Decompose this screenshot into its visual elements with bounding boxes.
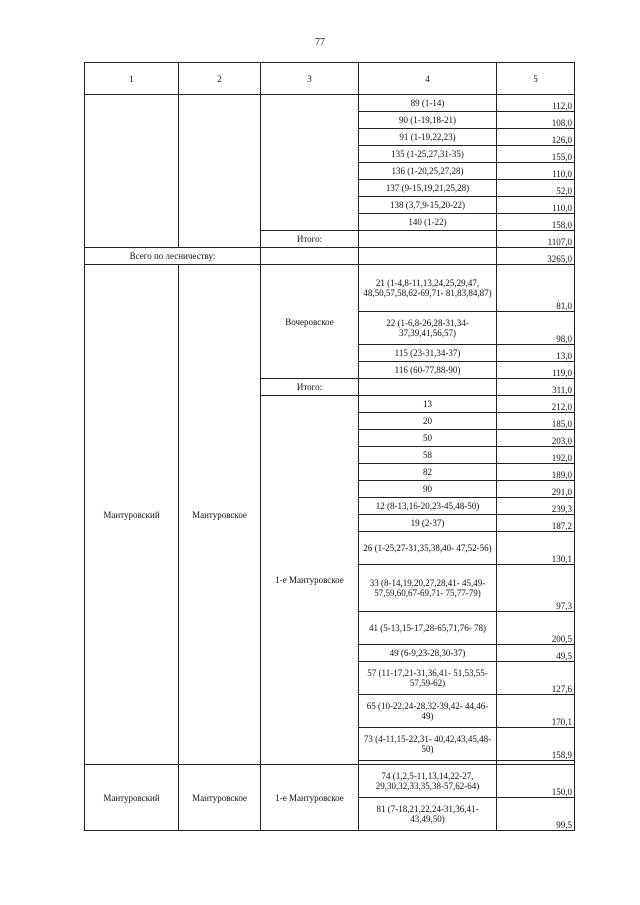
area-cell: 150,0 — [497, 765, 575, 798]
kvartal-cell: 90 (1-19,18-21) — [359, 112, 497, 129]
area-cell: 49,5 — [497, 645, 575, 662]
empty-cell — [359, 231, 497, 248]
area-cell: 126,0 — [497, 129, 575, 146]
area-cell: 99,5 — [497, 798, 575, 831]
kvartal-cell: 50 — [359, 430, 497, 447]
area-cell: 200,5 — [497, 612, 575, 645]
itogo-value: 1107,0 — [497, 231, 575, 248]
kvartal-cell: 137 (9-15,19,21,25,28) — [359, 180, 497, 197]
area-cell: 127,6 — [497, 662, 575, 695]
area-cell: 212,0 — [497, 396, 575, 413]
area-cell: 119,0 — [497, 362, 575, 379]
empty-cell — [261, 95, 359, 231]
kvartal-cell: 65 (10-22,24-28,32-39,42- 44,46-49) — [359, 695, 497, 728]
area-cell: 170,1 — [497, 695, 575, 728]
area-cell: 112,0 — [497, 95, 575, 112]
kvartal-cell: 49 (6-9,23-28,30-37) — [359, 645, 497, 662]
area-cell: 110,0 — [497, 197, 575, 214]
header-cell: 5 — [497, 63, 575, 95]
area-cell: 291,0 — [497, 481, 575, 498]
district-cell: Мантуровский — [85, 265, 179, 765]
subforestry-cell: Вочеровское — [261, 265, 359, 379]
total-value: 3265,0 — [497, 248, 575, 265]
empty-cell — [85, 95, 179, 248]
kvartal-cell: 21 (1-4,8-11,13,24,25,29,47, 48,50,57,58,62-69,71- 81,83,84,87) — [359, 265, 497, 312]
header-cell: 1 — [85, 63, 179, 95]
area-cell: 239,3 — [497, 498, 575, 515]
kvartal-cell: 13 — [359, 396, 497, 413]
empty-cell — [261, 248, 359, 265]
itogo-label: Итого: — [261, 231, 359, 248]
kvartal-cell: 19 (2-37) — [359, 515, 497, 532]
table-row — [85, 265, 575, 312]
kvartal-cell: 81 (7-18,21,22,24-31,36,41- 43,49,50) — [359, 798, 497, 831]
area-cell: 130,1 — [497, 532, 575, 565]
area-cell: 81,0 — [497, 265, 575, 312]
kvartal-cell: 26 (1-25,27-31,35,38,40- 47,52-56) — [359, 532, 497, 565]
kvartal-cell: 12 (8-13,16-20,23-45,48-50) — [359, 498, 497, 515]
kvartal-cell: 58 — [359, 447, 497, 464]
kvartal-cell: 136 (1-20,25,27,28) — [359, 163, 497, 180]
kvartal-cell: 41 (5-13,15-17,28-65,71,76- 78) — [359, 612, 497, 645]
area-cell: 98,0 — [497, 312, 575, 345]
kvartal-cell: 22 (1-6,8-26,28-31,34- 37,39,41,56,57) — [359, 312, 497, 345]
kvartal-cell: 82 — [359, 464, 497, 481]
area-cell: 155,0 — [497, 146, 575, 163]
area-cell: 97,3 — [497, 565, 575, 612]
area-cell: 108,0 — [497, 112, 575, 129]
forestry-cell: Мантуровское — [179, 265, 261, 765]
empty-cell — [359, 379, 497, 396]
header-cell: 3 — [261, 63, 359, 95]
kvartal-cell: 33 (8-14,19,20,27,28,41- 45,49-57,59,60,67-69,71- 75,77-79) — [359, 565, 497, 612]
header-cell: 2 — [179, 63, 261, 95]
empty-cell — [359, 248, 497, 265]
table-row — [85, 765, 575, 798]
area-cell: 52,0 — [497, 180, 575, 197]
empty-cell — [179, 95, 261, 248]
table-row — [85, 95, 575, 112]
area-cell: 187,2 — [497, 515, 575, 532]
kvartal-cell: 89 (1-14) — [359, 95, 497, 112]
kvartal-cell: 115 (23-31,34-37) — [359, 345, 497, 362]
kvartal-cell: 116 (60-77,88-90) — [359, 362, 497, 379]
area-cell: 185,0 — [497, 413, 575, 430]
kvartal-cell: 140 (1-22) — [359, 214, 497, 231]
header-row — [85, 63, 575, 95]
itogo-value: 311,0 — [497, 379, 575, 396]
itogo-label: Итого: — [261, 379, 359, 396]
area-cell: 13,0 — [497, 345, 575, 362]
area-cell: 192,0 — [497, 447, 575, 464]
area-cell: 158,9 — [497, 728, 575, 761]
page-number: 77 — [315, 37, 325, 48]
header-cell: 4 — [359, 63, 497, 95]
area-cell: 110,0 — [497, 163, 575, 180]
kvartal-cell: 138 (3,7,9-15,20-22) — [359, 197, 497, 214]
total-row — [85, 248, 575, 265]
kvartal-cell: 57 (11-17,21-31,36,41- 51,53,55-57,59-62) — [359, 662, 497, 695]
kvartal-cell: 20 — [359, 413, 497, 430]
area-cell: 203,0 — [497, 430, 575, 447]
forestry-cell: Мантуровское — [179, 765, 261, 831]
district-cell: Мантуровский — [85, 765, 179, 831]
area-cell: 158,0 — [497, 214, 575, 231]
forest-table — [84, 62, 575, 831]
total-label: Всего по лесничеству: — [85, 248, 261, 265]
kvartal-cell: 91 (1-19,22,23) — [359, 129, 497, 146]
kvartal-cell: 73 (4-11,15-22,31- 40,42,43,45,48-50) — [359, 728, 497, 761]
subforestry-cell: 1-е Мантуровское — [261, 396, 359, 765]
subforestry-cell: 1-е Мантуровское — [261, 765, 359, 831]
kvartal-cell: 74 (1,2,5-11,13,14,22-27, 29,30,32,33,35,38-57,62-64) — [359, 765, 497, 798]
kvartal-cell: 135 (1-25,27,31-35) — [359, 146, 497, 163]
kvartal-cell: 90 — [359, 481, 497, 498]
area-cell: 189,0 — [497, 464, 575, 481]
